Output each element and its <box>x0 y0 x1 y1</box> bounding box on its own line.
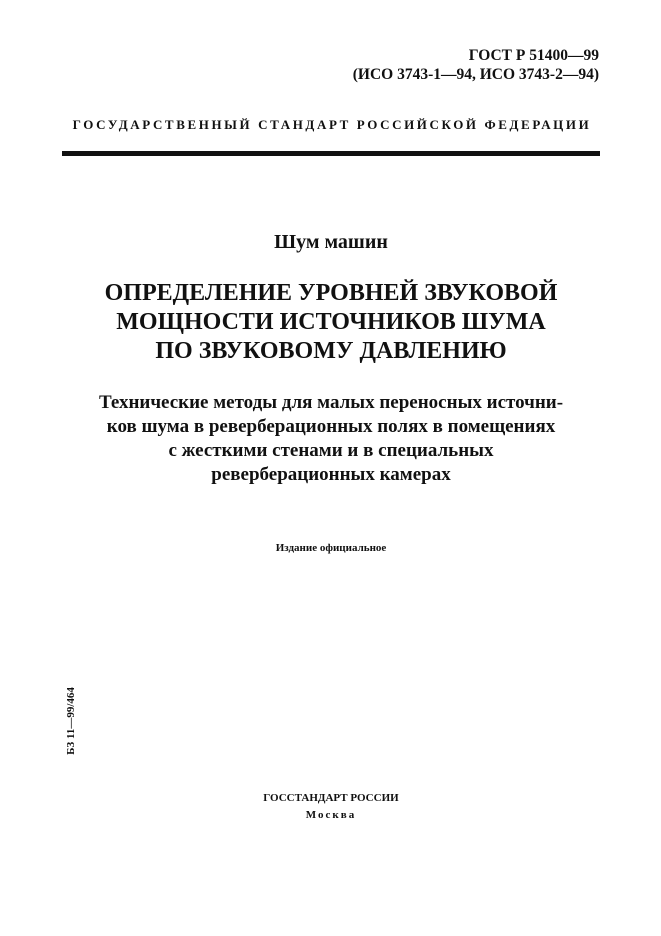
gost-code: ГОСТ Р 51400—99 <box>468 47 599 64</box>
publisher-name: ГОССТАНДАРТ РОССИИ <box>263 792 399 804</box>
subtitle-line: реверберационных камерах <box>211 464 451 485</box>
subtitle-line: ков шума в реверберационных полях в помещениях <box>106 416 556 437</box>
document-code-block <box>353 46 599 84</box>
publication-city: Москва <box>305 809 357 821</box>
standard-name-heading: ГОСУДАРСТВЕННЫЙ СТАНДАРТ РОССИЙСКОЙ ФЕДЕРАЦИИ <box>72 117 592 132</box>
subtitle-line: Технические методы для малых переносных источни- <box>98 392 564 413</box>
subtitle <box>62 391 600 487</box>
side-code: БЗ 11—99/464 <box>65 687 77 755</box>
side-code-container <box>64 683 78 759</box>
main-title <box>62 279 600 366</box>
iso-codes: (ИСО 3743-1—94, ИСО 3743-2—94) <box>352 66 599 83</box>
main-title-line: ПО ЗВУКОВОМУ ДАВЛЕНИЮ <box>155 338 507 364</box>
main-title-line: МОЩНОСТИ ИСТОЧНИКОВ ШУМА <box>116 309 546 335</box>
document-subject: Шум машин <box>274 231 388 253</box>
main-title-line: ОПРЕДЕЛЕНИЕ УРОВНЕЙ ЗВУКОВОЙ <box>104 280 558 306</box>
subtitle-line: с жесткими стенами и в специальных <box>168 440 494 461</box>
header-divider <box>62 151 600 156</box>
edition-label: Издание официальное <box>275 542 387 554</box>
